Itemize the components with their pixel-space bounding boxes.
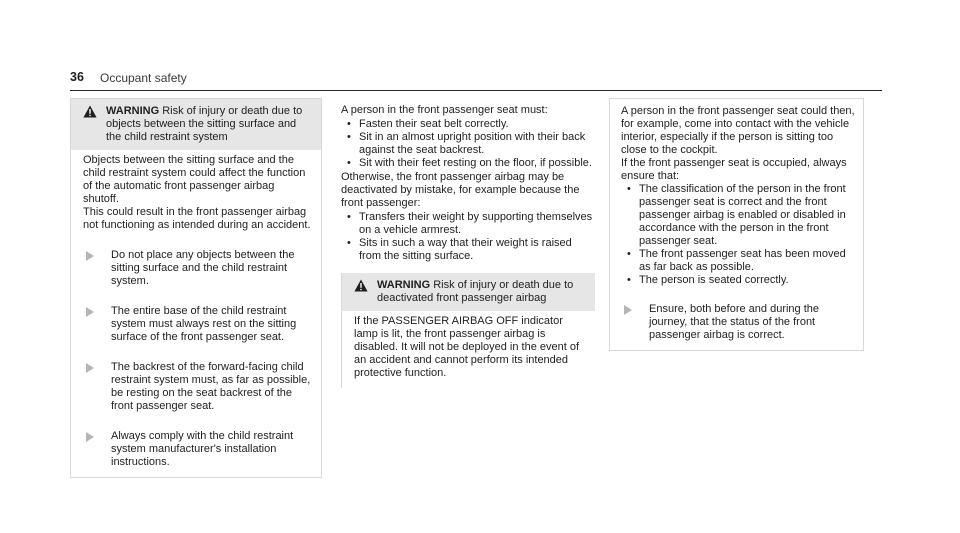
list-item-text: Sit in an almost upright position with their back against the seat backrest. — [359, 131, 586, 156]
paragraph: If the front passenger seat is occupied, always ensure that: — [621, 157, 847, 182]
bullet-dot: • — [347, 118, 351, 130]
paragraph: A person in the front passenger seat could then, for example, come into contact with the vehicle interior, especially if the person is sitting too close to the cockpit. — [621, 105, 855, 156]
page-number: 36 — [70, 70, 84, 84]
list-item — [341, 118, 595, 131]
warning-paragraph: This could result in the front passenger airbag not functioning as intended during an accident. — [83, 206, 311, 231]
warning-paragraph: If the PASSENGER AIRBAG OFF indicator lamp is lit, the front passenger airbag is disabled. It will not be deployed in the event of an accident and cannot perform its intended protective function. — [354, 315, 580, 379]
warning-paragraph: Objects between the sitting surface and the child restraint system could affect the function of the automatic front passenger airbag shutoff. — [83, 154, 306, 205]
list-item-text: Sits in such a way that their weight is raised from the sitting surface. — [359, 237, 572, 262]
warning-label: WARNING — [377, 279, 431, 291]
warning-header — [71, 99, 321, 150]
page-header — [70, 70, 882, 91]
info-box — [609, 98, 864, 351]
warning-triangle-icon — [354, 279, 368, 305]
intro-text: A person in the front passenger seat must: — [341, 104, 548, 116]
list-item-text: Transfers their weight by supporting themselves on a vehicle armrest. — [359, 211, 593, 236]
warning-box-objects — [70, 98, 322, 478]
checks-list — [621, 183, 855, 287]
warning-body — [342, 311, 595, 388]
step-text: Do not place any objects between the sitting surface and the child restraint system. — [111, 249, 295, 287]
instruction-step — [83, 430, 311, 469]
step-text: The entire base of the child restraint system must always rest on the sitting surface of the front passenger seat. — [111, 305, 297, 343]
bullet-dot: • — [627, 183, 631, 195]
bullet-dot: • — [347, 211, 351, 223]
list-item — [341, 157, 595, 170]
requirements-list — [341, 118, 595, 170]
step-arrow-icon — [85, 307, 95, 344]
column-1 — [70, 98, 322, 478]
bullet-dot: • — [627, 274, 631, 286]
list-item — [341, 237, 595, 263]
section-title: Occupant safety — [100, 71, 187, 85]
column-2 — [341, 104, 595, 388]
paragraph: Otherwise, the front passenger airbag may be deactivated by mistake, for example because the front passenger: — [341, 171, 580, 209]
step-text: Ensure, both before and during the journey, that the status of the front passenger airbag is correct. — [649, 303, 820, 341]
step-arrow-icon — [85, 432, 95, 469]
warning-header — [342, 273, 595, 311]
step-text: Always comply with the child restraint system manufacturer's installation instructions. — [111, 430, 294, 468]
warning-title — [377, 279, 585, 305]
warning-title-text: Risk of injury or death due to deactivated front passenger airbag — [377, 279, 574, 304]
warning-triangle-icon — [83, 105, 97, 144]
instruction-step — [83, 361, 311, 413]
step-text: The backrest of the forward-facing child restraint system must, as far as possible, be resting on the seat backrest of the front passenger seat. — [111, 361, 311, 412]
bullet-dot: • — [347, 157, 351, 169]
list-item-text: The classification of the person in the front passenger seat is correct and the front passenger airbag is enabled or disabled in accordance with the person in the front passenger seat. — [639, 183, 846, 247]
instruction-step — [621, 303, 855, 342]
warning-title-text: Risk of injury or death due to objects between the sitting surface and the child restraint system — [106, 105, 303, 143]
list-item — [621, 248, 855, 274]
list-item — [341, 211, 595, 237]
deactivation-causes-list — [341, 211, 595, 263]
bullet-dot: • — [347, 131, 351, 143]
step-arrow-icon — [85, 363, 95, 413]
step-arrow-icon — [85, 251, 95, 288]
list-item-text: Fasten their seat belt correctly. — [359, 118, 509, 130]
list-item — [621, 183, 855, 248]
instruction-step — [83, 249, 311, 288]
warning-title — [106, 105, 311, 144]
column-3 — [609, 98, 864, 351]
bullet-dot: • — [627, 248, 631, 260]
step-arrow-icon — [623, 305, 633, 342]
list-item — [341, 131, 595, 157]
list-item-text: The front passenger seat has been moved as far back as possible. — [639, 248, 846, 273]
instruction-step — [83, 305, 311, 344]
warning-box-airbag — [341, 273, 595, 388]
list-item-text: Sit with their feet resting on the floor, if possible. — [359, 157, 592, 169]
list-item — [621, 274, 855, 287]
warning-body — [71, 150, 321, 477]
warning-label: WARNING — [106, 105, 160, 117]
list-item-text: The person is seated correctly. — [639, 274, 789, 286]
bullet-dot: • — [347, 237, 351, 249]
